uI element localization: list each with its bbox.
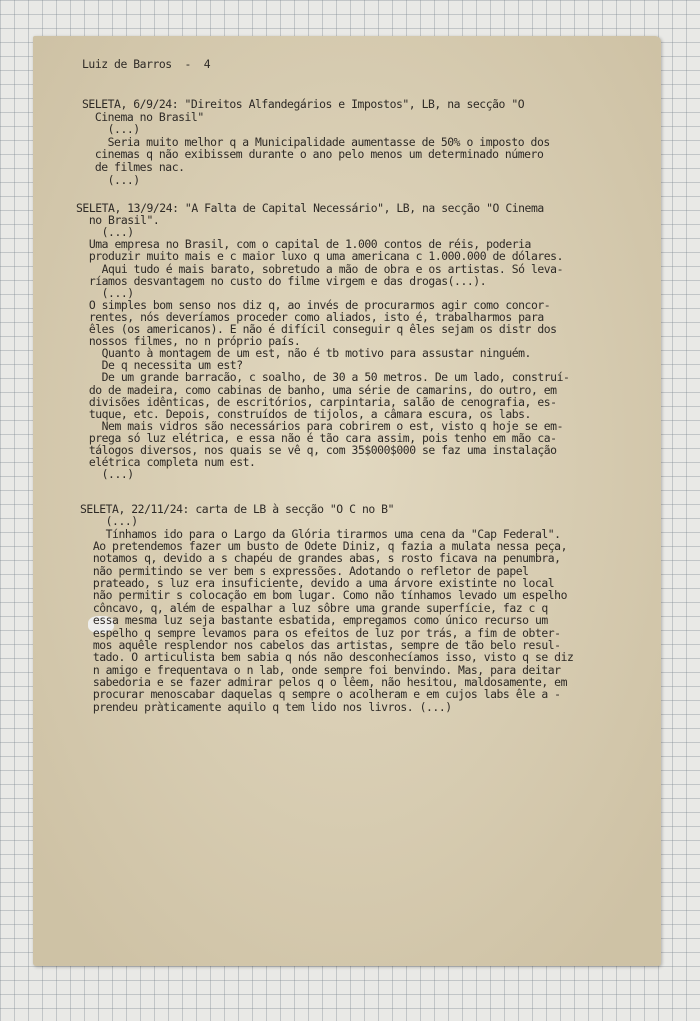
text-line: notamos q, devido a s chapéu de grandes abas, s rosto ficava na penumbra, [80,551,561,566]
text-line: prateado, s luz era insuficiente, devido a uma árvore existinte no local [80,576,555,591]
text-line: elétrica completa num est. [76,455,256,470]
text-line: de filmes nac. [82,160,185,174]
text-line: Quanto à montagem de um est, não é tb motivo para assustar ninguém. [76,346,531,361]
text-line: ríamos desvantagem no custo do filme virgem e das drogas(...). [76,273,487,288]
text-line: prendeu pràticamente aquilo q tem lido nos livros. (...) [80,699,452,714]
entry-heading: SELETA, 13/9/24: "A Falta de Capital Necessário", LB, na secção "O Cinema [76,201,544,215]
text-line: sabedoria e se fazer admirar pelos q o lêem, não hesitou, maldosamente, em [80,674,567,689]
text-line: divisões idênticas, de escritórios, carpintaria, salão de cenografia, es- [76,394,557,409]
text-line: êles (os americanos). E não é difícil conseguir q êles sejam os distr dos [76,322,557,336]
text-line: espelho q sempre levamos para os efeitos de luz por trás, a fim de obter- [80,625,561,640]
text-line: tuque, etc. Depois, construídos de tijolos, a câmara escura, os labs. [76,406,531,421]
text-line: (...) [82,172,140,187]
text-line: Aqui tudo é mais barato, sobretudo a mão de obra e os artistas. Só leva- [76,261,563,276]
text-line: O simples bom senso nos diz q, ao invés de procurarmos agir como concor- [76,297,551,312]
text-line: cinemas q não exibissem durante o ano pelo menos um determinado número [82,147,544,162]
typewritten-page [33,36,661,966]
text-line: (...) [76,285,134,300]
text-line: essa mesma luz seja bastante esbatida, empregamos como único recurso um [80,613,548,628]
text-line: côncavo, q, além de espalhar a luz sôbre uma grande superfície, faz c q [80,600,548,615]
entry-heading: SELETA, 22/11/24: carta de LB à secção "O C no B" [80,502,394,516]
text-line: (...) [76,467,134,482]
text-line: Seria muito melhor q a Municipalidade aumentasse de 50% o imposto dos [82,134,550,149]
text-line: Nem mais vidros são necessários para cobrirem o est, visto q hoje se em- [76,418,563,433]
page-text [33,36,661,966]
text-line: tado. O articulista bem sabia q nós não desconhecíamos isso, visto q se diz [80,650,574,665]
text-line: n amigo e frequentava o n lab, onde sempre foi benvindo. Mas, para deitar [80,662,561,677]
text-line: (...) [80,514,138,529]
entry-heading: SELETA, 6/9/24: "Direitos Alfandegários e Impostos", LB, na secção "O [82,97,525,111]
text-line: do de madeira, como cabinas de banho, uma série de camarins, do outro, em [76,382,557,397]
text-line: Cinema no Brasil" [82,109,204,124]
text-line: no Brasil". [76,213,160,228]
text-line: não permitindo se ver bem s expressões. Adotando o refletor de papel [80,563,529,578]
text-line: produzir muito mais e c maior luxo q uma americana c 1.000.000 de dólares. [76,249,563,264]
text-line: mos aquêle resplendor nos cabelos das artistas, sempre de tão belo resul- [80,637,561,652]
text-line: tálogos diversos, nos quais se vê q, com 35$000$000 se faz uma instalação [76,443,557,457]
text-line: Uma empresa no Brasil, com o capital de 1.000 contos de réis, poderia [76,237,531,252]
text-line: (...) [76,225,134,240]
text-line: não permitir s colocação em bom lugar. Como não tínhamos levado um espelho [80,588,567,603]
text-line: rentes, nós deveríamos proceder como aliados, isto é, trabalharmos para [76,309,544,324]
text-line: De q necessita um est? [76,358,243,373]
text-line: De um grande barracão, c soalho, de 30 a 50 metros. De um lado, construí- [76,370,570,385]
text-line: Tínhamos ido para o Largo da Glória tirarmos uma cena da "Cap Federal". [80,526,561,541]
text-line: nossos filmes, no n próprio país. [76,334,301,349]
text-line: (...) [82,122,140,137]
text-line: prega só luz elétrica, e essa não é tão cara assim, pois tenho em mão ca- [76,430,557,445]
text-line: Ao pretendemos fazer um busto de Odete Diniz, q fazia a mulata nessa peça, [80,539,567,554]
page-header: Luiz de Barros - 4 [82,57,211,71]
text-line: procurar menoscabar daquelas q sempre o acolheram e em cujos labs êle a - [80,687,561,702]
